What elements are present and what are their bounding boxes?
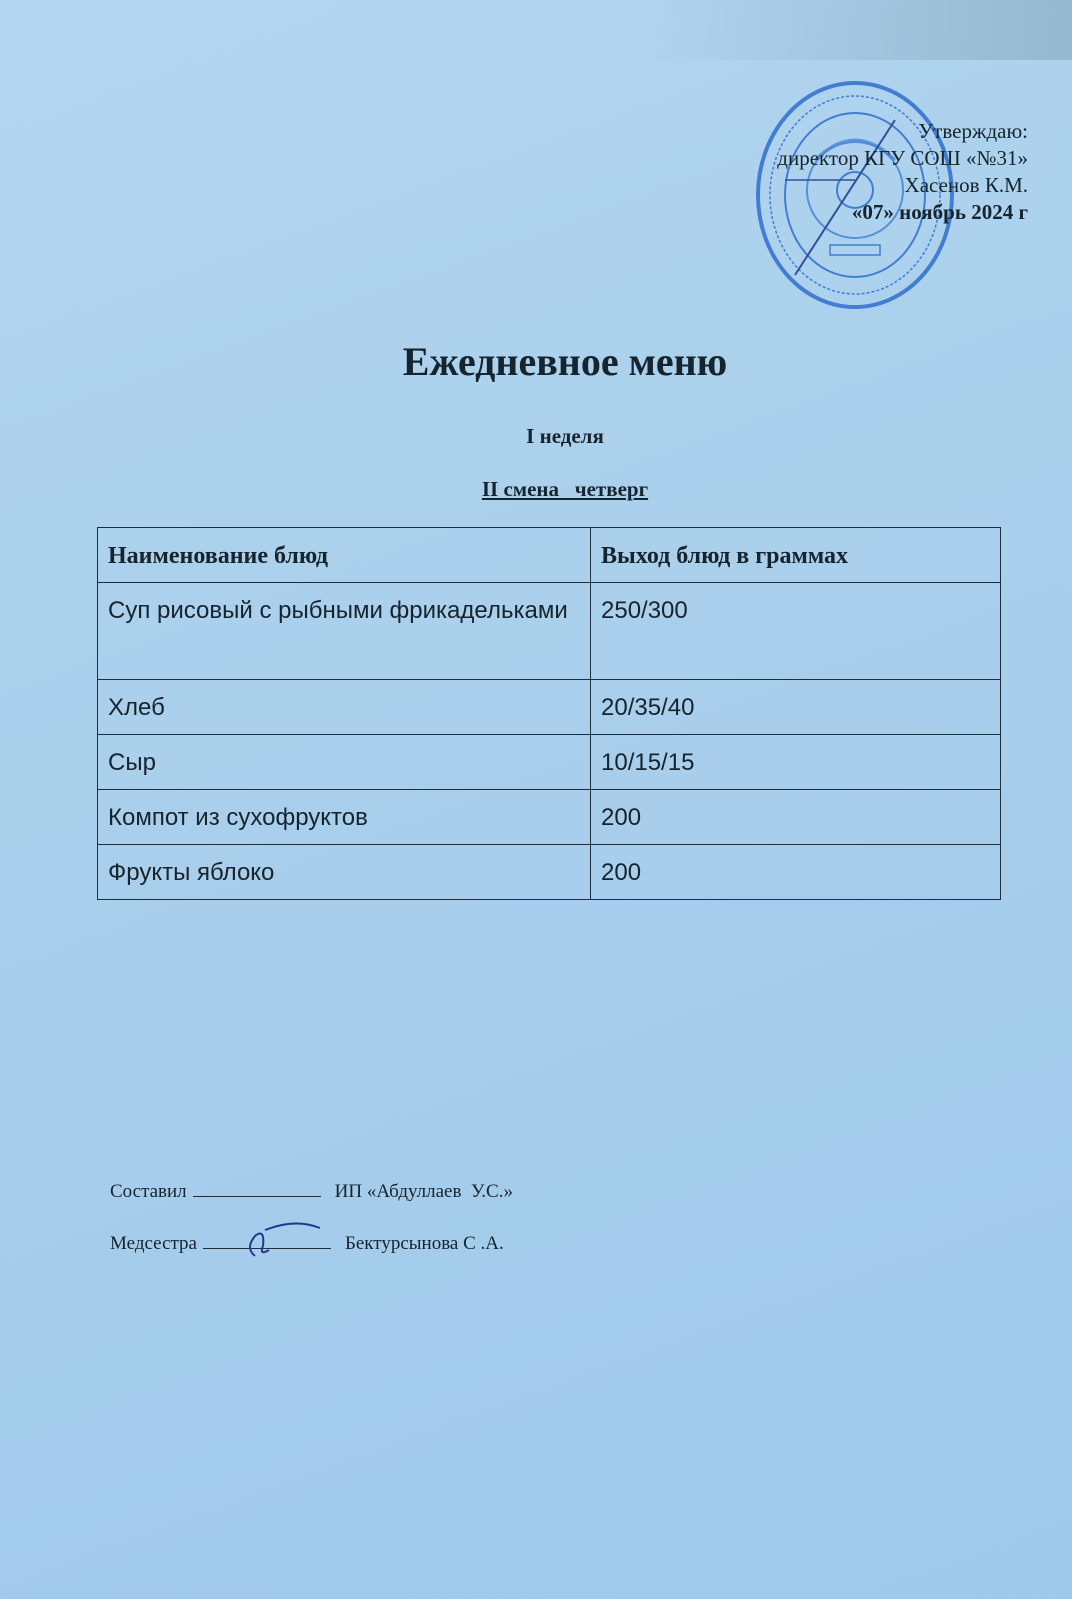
header-portion: Выход блюд в граммах [591, 528, 1001, 583]
approval-date: «07» ноябрь 2024 г [851, 200, 1028, 224]
week-label: I неделя [526, 424, 604, 448]
dish-portion: 20/35/40 [591, 680, 1001, 735]
compiled-by-line [110, 1180, 513, 1203]
approval-block [777, 118, 1028, 226]
table-row [98, 790, 1001, 845]
dish-name: Сыр [98, 735, 591, 790]
table-row [98, 583, 1001, 680]
dish-name: Хлеб [98, 680, 591, 735]
table-header-row [98, 528, 1001, 583]
page-title: Ежедневное меню [402, 339, 728, 384]
nurse-label: Медсестра [110, 1233, 197, 1254]
table-row [98, 735, 1001, 790]
nurse-signature [225, 1218, 335, 1258]
header-dish-name: Наименование блюд [98, 528, 591, 583]
dish-portion: 200 [591, 845, 1001, 900]
dish-portion: 200 [591, 790, 1001, 845]
photo-shadow [652, 0, 1072, 60]
dish-portion: 250/300 [591, 583, 1001, 680]
signature-line [193, 1180, 321, 1197]
approval-heading: Утверждаю: [918, 119, 1028, 143]
table-row [98, 845, 1001, 900]
nurse-name: Бектурсынова С .А. [344, 1233, 504, 1254]
approval-name: Хасенов К.М. [904, 173, 1028, 197]
dish-name: Суп рисовый с рыбными фрикадельками [98, 583, 591, 680]
shift-day-label: II смена четверг [481, 477, 649, 501]
table-row [98, 680, 1001, 735]
dish-portion: 10/15/15 [591, 735, 1001, 790]
compiled-name: ИП «Абдуллаев У.С.» [334, 1181, 513, 1202]
dish-name: Компот из сухофруктов [98, 790, 591, 845]
dish-name: Фрукты яблоко [98, 845, 591, 900]
menu-table [97, 527, 1001, 900]
compiled-label: Составил [110, 1181, 187, 1202]
approval-position: директор КГУ СОШ «№31» [777, 146, 1028, 170]
